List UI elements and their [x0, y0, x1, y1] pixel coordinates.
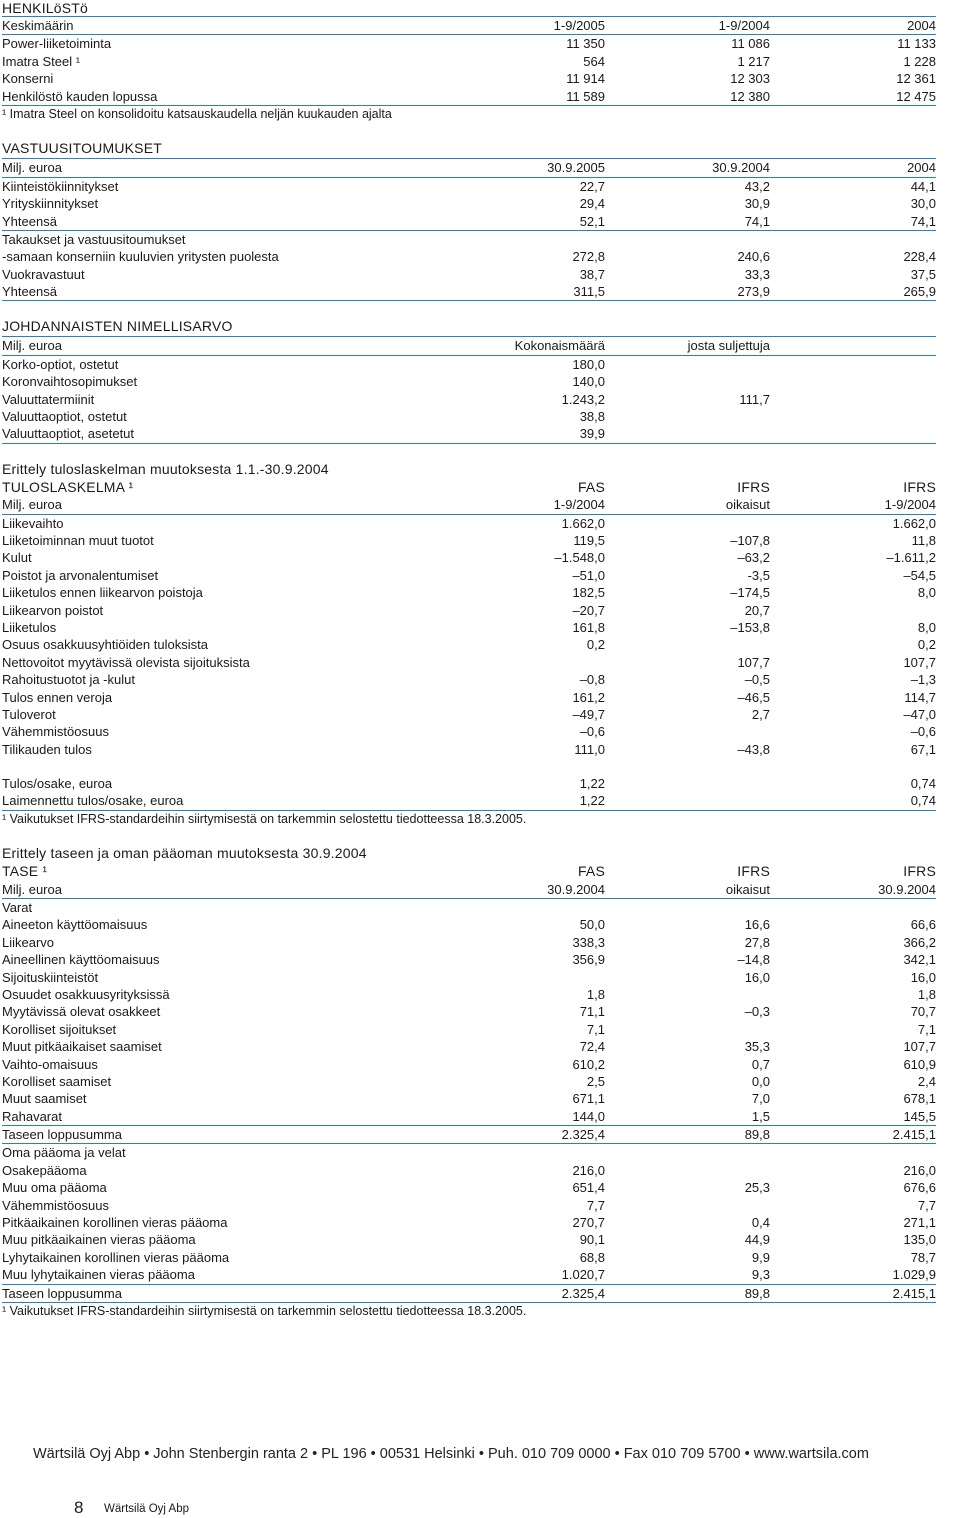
row-label: Muu pitkäaikainen vieras pääoma — [2, 1232, 196, 1248]
cell-value: 1-9/2004 — [553, 497, 605, 513]
cell-value: -3,5 — [747, 567, 770, 583]
cell-value: 7,0 — [751, 1091, 770, 1107]
row-label: Tilikauden tulos — [2, 741, 92, 757]
footnote: ¹ Vaikutukset IFRS-standardeihin siirtymisestä on tarkemmin selostettu tiedotteessa 18.3.2005. — [2, 1304, 527, 1318]
table-row — [2, 584, 936, 601]
page-label: Wärtsilä Oyj Abp — [104, 1503, 189, 1515]
cell-value: –0,3 — [744, 1004, 770, 1020]
table-header — [2, 496, 936, 514]
row-label: Nettovoitot myytävissä olevista sijoituksista — [2, 654, 250, 670]
table-row — [2, 671, 936, 688]
cell-value: 16,0 — [910, 969, 936, 985]
table-row — [2, 689, 936, 706]
row-label: Valuuttaoptiot, ostetut — [2, 409, 127, 425]
row-label: Osuus osakkuusyhtiöiden tuloksista — [2, 637, 208, 653]
row-label: Vähemmistöosuus — [2, 1197, 109, 1213]
cell-value: 144,0 — [572, 1108, 605, 1124]
row-label: Poistot ja arvonalentumiset — [2, 567, 159, 583]
cell-value: 1 217 — [737, 53, 770, 69]
group-label: Varat — [2, 900, 33, 916]
derivatives-table — [2, 336, 936, 443]
personnel-table — [2, 16, 936, 106]
cell-value: 33,3 — [744, 266, 770, 282]
table-row — [2, 391, 936, 408]
cell-value: 30.9.2004 — [547, 881, 605, 897]
cell-value: 1-9/2005 — [553, 18, 605, 33]
table-row — [2, 195, 936, 212]
table-row — [2, 213, 936, 231]
cell-value: 272,8 — [572, 249, 605, 265]
cell-value: –0,8 — [579, 672, 605, 688]
row-label: Myytävissä olevat osakkeet — [2, 1004, 161, 1020]
cell-value: 145,5 — [903, 1108, 936, 1124]
row-label: Rahoitustuotot ja -kulut — [2, 672, 135, 688]
cell-value: 20,7 — [744, 602, 770, 618]
cell-value: 39,9 — [579, 426, 605, 442]
cell-value: 74,1 — [744, 213, 770, 229]
row-label: TASE ¹ — [2, 863, 48, 880]
group-label: Oma pääoma ja velat — [2, 1145, 126, 1161]
cell-value: 9,3 — [751, 1267, 770, 1283]
cell-value: 1,8 — [586, 986, 605, 1002]
table-row — [2, 636, 936, 653]
row-label: Milj. euroa — [2, 497, 62, 513]
cell-value: –51,0 — [572, 567, 605, 583]
cell-value: –63,2 — [737, 550, 770, 566]
table-row — [2, 951, 936, 968]
cell-value: 111,7 — [739, 391, 770, 407]
cell-value: 119,5 — [573, 532, 605, 548]
cell-value: 38,8 — [579, 409, 605, 425]
cell-value: 216,0 — [572, 1162, 605, 1178]
cell-value: 22,7 — [579, 178, 605, 194]
row-label: Liiketoiminnan muut tuotot — [2, 532, 154, 548]
cell-value: 25,3 — [744, 1180, 770, 1196]
cell-value: 7,7 — [917, 1197, 936, 1213]
row-label: Milj. euroa — [2, 160, 62, 176]
eps-table — [2, 775, 936, 811]
cell-value: 78,7 — [910, 1249, 936, 1265]
commitments-table — [2, 158, 936, 301]
row-label: Aineellinen käyttöomaisuus — [2, 952, 160, 968]
cell-value: 0,74 — [910, 776, 936, 792]
cell-value: IFRS — [903, 478, 936, 495]
section-title: JOHDANNAISTEN NIMELLISARVO — [2, 318, 233, 335]
cell-value: 1 228 — [903, 53, 936, 69]
cell-value: 1,8 — [917, 986, 936, 1002]
table-row — [2, 1108, 936, 1126]
table-row — [2, 1179, 936, 1196]
row-label: Tulos ennen veroja — [2, 689, 113, 705]
row-label: Tulos/osake, euroa — [2, 776, 113, 792]
cell-value: 12 380 — [730, 88, 770, 104]
row-label: Valuuttatermiinit — [2, 391, 95, 407]
table-header — [2, 336, 936, 355]
row-label: Lyhytaikainen korollinen vieras pääoma — [2, 1249, 230, 1265]
row-label: Muu oma pääoma — [2, 1180, 107, 1196]
table-row — [2, 916, 936, 933]
row-label: Henkilöstö kauden lopussa — [2, 88, 158, 104]
cell-value: 71,1 — [579, 1004, 605, 1020]
cell-value: 0,0 — [751, 1073, 770, 1089]
cell-value: 30.9.2004 — [712, 160, 770, 176]
cell-value: 2,7 — [751, 706, 770, 722]
cell-value: 7,1 — [586, 1021, 605, 1037]
cell-value: 38,7 — [579, 266, 605, 282]
cell-value: 12 361 — [896, 71, 936, 87]
income-table — [2, 479, 936, 758]
section-intro: Erittely tuloslaskelman muutoksesta 1.1.-30.9.2004 — [2, 460, 329, 477]
cell-value: 678,1 — [903, 1091, 936, 1107]
table-row — [2, 532, 936, 549]
table-row — [2, 986, 936, 1003]
cell-value: 68,8 — [579, 1249, 605, 1265]
row-label: Koronvaihtosopimukset — [2, 374, 138, 390]
cell-value: 1.029,9 — [892, 1267, 936, 1283]
row-label: Kulut — [2, 550, 32, 566]
cell-value: –20,7 — [572, 602, 605, 618]
cell-value: 11 350 — [566, 36, 605, 52]
cell-value: 11 086 — [731, 36, 770, 52]
cell-value: 2004 — [907, 160, 936, 176]
cell-value: 2.325,4 — [561, 1285, 605, 1301]
cell-value: –43,8 — [737, 741, 770, 757]
row-label: Liikearvon poistot — [2, 602, 104, 618]
row-label: Muu lyhytaikainen vieras pääoma — [2, 1267, 195, 1283]
total-row — [2, 1126, 936, 1144]
cell-value: –1,3 — [910, 672, 936, 688]
cell-value: –1.611,2 — [886, 550, 936, 566]
row-label: Sijoituskiinteistöt — [2, 969, 99, 985]
cell-value: 50,0 — [579, 917, 605, 933]
cell-value: 180,0 — [572, 356, 605, 372]
cell-value: –49,7 — [572, 706, 605, 722]
cell-value: 0,74 — [910, 793, 936, 809]
cell-value: 273,9 — [737, 284, 770, 300]
table-row — [2, 53, 936, 70]
table-row — [2, 619, 936, 636]
balance-section — [2, 844, 936, 1320]
row-label: Korko-optiot, ostetut — [2, 356, 119, 372]
table-row — [2, 775, 936, 792]
cell-value: 0,7 — [751, 1056, 770, 1072]
cell-value: 9,9 — [751, 1249, 770, 1265]
table-row — [2, 356, 936, 373]
table-row — [2, 178, 936, 195]
cell-value: 1.243,2 — [561, 391, 605, 407]
row-label: Tuloverot — [2, 706, 56, 722]
table-row — [2, 602, 936, 619]
row-label: -samaan konserniin kuuluvien yritysten puolesta — [2, 249, 279, 265]
cell-value: IFRS — [737, 478, 770, 495]
table-row — [2, 1162, 936, 1179]
table-row — [2, 231, 936, 248]
table-row — [2, 408, 936, 425]
cell-value: 30.9.2005 — [547, 160, 605, 176]
cell-value: 228,4 — [903, 249, 936, 265]
income-section — [2, 460, 936, 828]
table-row — [2, 1003, 936, 1020]
table-row — [2, 1214, 936, 1231]
cell-value: 0,2 — [917, 637, 936, 653]
footnote: ¹ Vaikutukset IFRS-standardeihin siirtymisestä on tarkemmin selostettu tiedotteessa 18.3.2005. — [2, 811, 527, 826]
cell-value: 11 589 — [566, 88, 605, 104]
cell-value: 366,2 — [903, 934, 936, 950]
row-label: Liiketulos ennen liikearvon poistoja — [2, 585, 203, 601]
cell-value: 111,0 — [574, 741, 605, 757]
cell-value: 27,8 — [744, 934, 770, 950]
cell-value: –46,5 — [737, 689, 770, 705]
table-header — [2, 881, 936, 899]
table-row — [2, 1056, 936, 1073]
section-title: HENKILöSTö — [2, 0, 89, 16]
cell-value: –47,0 — [903, 706, 936, 722]
cell-value: 43,2 — [744, 178, 770, 194]
commitments-section — [2, 139, 936, 301]
table-row — [2, 1038, 936, 1055]
cell-value: 16,6 — [744, 917, 770, 933]
cell-value: 356,9 — [572, 952, 605, 968]
row-label: Imatra Steel ¹ — [2, 53, 81, 69]
cell-value: 651,4 — [572, 1180, 605, 1196]
cell-value: 271,1 — [903, 1215, 936, 1231]
cell-value: IFRS — [737, 863, 770, 880]
cell-value: 8,0 — [917, 619, 936, 635]
cell-value: –0,5 — [744, 672, 770, 688]
page-number: 8 — [74, 1498, 84, 1517]
cell-value: 1-9/2004 — [718, 18, 770, 33]
row-label: Takaukset ja vastuusitoumukset — [2, 231, 186, 247]
cell-value: 37,5 — [910, 266, 936, 282]
row-label: Milj. euroa — [2, 881, 62, 897]
table-row — [2, 515, 936, 532]
cell-value: 1-9/2004 — [884, 497, 936, 513]
cell-value: oikaisut — [725, 497, 770, 513]
cell-value: IFRS — [903, 863, 936, 880]
cell-value: 8,0 — [917, 585, 936, 601]
cell-value: 161,8 — [572, 619, 605, 635]
table-row — [2, 1021, 936, 1038]
cell-value: 30,0 — [910, 196, 936, 212]
cell-value: 671,1 — [572, 1091, 605, 1107]
cell-value: –0,6 — [579, 724, 605, 740]
cell-value: 1,5 — [751, 1108, 770, 1124]
cell-value: 240,6 — [737, 249, 770, 265]
row-label: Vähemmistöosuus — [2, 724, 109, 740]
cell-value: –54,5 — [903, 567, 936, 583]
row-label: Osakepääoma — [2, 1162, 87, 1178]
cell-value: 610,9 — [903, 1056, 936, 1072]
row-label: Muut pitkäaikaiset saamiset — [2, 1039, 162, 1055]
table-header — [2, 158, 936, 177]
row-label: Kiinteistökiinnitykset — [2, 178, 119, 194]
table-row — [2, 1073, 936, 1090]
cell-value: 2.415,1 — [892, 1127, 936, 1143]
cell-value: 107,7 — [903, 654, 936, 670]
section-intro: Erittely taseen ja oman pääoman muutoksesta 30.9.2004 — [2, 845, 367, 862]
cell-value: 1,22 — [579, 776, 605, 792]
cell-value: 72,4 — [579, 1039, 605, 1055]
table-row — [2, 70, 936, 87]
table-row — [2, 425, 936, 443]
cell-value: 114,7 — [904, 689, 936, 705]
cell-value: josta suljettuja — [687, 338, 770, 354]
cell-value: 610,2 — [572, 1056, 605, 1072]
cell-value: –153,8 — [730, 619, 770, 635]
cell-value: 2.415,1 — [892, 1285, 936, 1301]
cell-value: 0,4 — [751, 1215, 770, 1231]
cell-value: 44,1 — [910, 178, 936, 194]
table-row — [2, 549, 936, 566]
derivatives-section — [2, 317, 936, 443]
cell-value: FAS — [577, 478, 605, 495]
section-title: VASTUUSITOUMUKSET — [2, 140, 163, 157]
row-label: Yhteensä — [2, 284, 57, 300]
cell-value: 11,8 — [911, 532, 936, 548]
cell-value: 2,5 — [586, 1073, 605, 1089]
table-row — [2, 567, 936, 584]
cell-value: 70,7 — [910, 1004, 936, 1020]
row-label: Taseen loppusumma — [2, 1127, 122, 1143]
cell-value: 89,8 — [744, 1285, 770, 1301]
table-row — [2, 1266, 936, 1284]
cell-value: 216,0 — [903, 1162, 936, 1178]
cell-value: 11 914 — [566, 71, 605, 87]
cell-value: 74,1 — [910, 213, 936, 229]
cell-value: –14,8 — [737, 952, 770, 968]
cell-value: 66,6 — [910, 917, 936, 933]
row-label: Konserni — [2, 71, 54, 87]
cell-value: 2004 — [907, 18, 936, 33]
personnel-section — [2, 0, 936, 123]
cell-value: 2,4 — [917, 1073, 936, 1089]
row-label: Liiketulos — [2, 619, 57, 635]
table-row — [2, 373, 936, 390]
row-label: Yhteensä — [2, 213, 57, 229]
cell-value: 342,1 — [903, 952, 936, 968]
row-label: Taseen loppusumma — [2, 1285, 122, 1301]
cell-value: 12 475 — [896, 88, 936, 104]
row-label: Liikevaihto — [2, 515, 64, 531]
cell-value: Kokonaismäärä — [514, 338, 605, 354]
cell-value: –1.548,0 — [554, 550, 605, 566]
row-label: Yrityskiinnitykset — [2, 196, 99, 212]
table-header — [2, 863, 936, 880]
cell-value: 30,9 — [744, 196, 770, 212]
cell-value: FAS — [577, 863, 605, 880]
cell-value: 67,1 — [910, 741, 936, 757]
cell-value: 52,1 — [579, 213, 605, 229]
table-row — [2, 1197, 936, 1214]
cell-value: 1.662,0 — [892, 515, 936, 531]
row-label: Vaihto-omaisuus — [2, 1056, 98, 1072]
row-label: Vuokravastuut — [2, 266, 85, 282]
cell-value: –107,8 — [730, 532, 770, 548]
row-label: Milj. euroa — [2, 338, 62, 354]
row-label: Pitkäaikainen korollinen vieras pääoma — [2, 1215, 228, 1231]
row-label: Power-liiketoiminta — [2, 36, 112, 52]
row-label: Aineeton käyttöomaisuus — [2, 917, 148, 933]
cell-value: 1.020,7 — [561, 1267, 605, 1283]
footer-address: Wärtsilä Oyj Abp • John Stenbergin ranta 2 • PL 196 • 00531 Helsinki • Puh. 010 709 0000 • Fax 010 709 5700 • www.wartsila.com — [33, 1446, 869, 1462]
footnote: ¹ Imatra Steel on konsolidoitu katsauskaudella neljän kuukauden ajalta — [2, 106, 392, 121]
row-label: Korolliset saamiset — [2, 1073, 112, 1089]
cell-value: 30.9.2004 — [878, 881, 936, 897]
cell-value: –0,6 — [910, 724, 936, 740]
cell-value: 16,0 — [744, 969, 770, 985]
cell-value: 90,1 — [579, 1232, 605, 1248]
table-row — [2, 934, 936, 951]
table-row — [2, 969, 936, 986]
cell-value: 7,1 — [917, 1021, 936, 1037]
row-label: Korolliset sijoitukset — [2, 1021, 117, 1037]
cell-value: 12 303 — [730, 71, 770, 87]
row-label: Osuudet osakkuusyrityksissä — [2, 986, 170, 1002]
table-header — [2, 479, 936, 496]
row-label: Laimennettu tulos/osake, euroa — [2, 793, 184, 809]
cell-value: 676,6 — [903, 1180, 936, 1196]
cell-value: oikaisut — [725, 881, 770, 897]
table-header — [2, 16, 936, 35]
table-row — [2, 1231, 936, 1248]
table-row — [2, 248, 936, 265]
row-label: TULOSLASKELMA ¹ — [2, 478, 134, 495]
table-row — [2, 741, 936, 758]
row-label: Liikearvo — [2, 934, 55, 950]
cell-value: 311,5 — [573, 284, 605, 300]
cell-value: 29,4 — [579, 196, 605, 212]
table-row — [2, 88, 936, 106]
table-row — [2, 1090, 936, 1107]
cell-value: 1.662,0 — [561, 515, 605, 531]
table-row — [2, 283, 936, 301]
row-label: Rahavarat — [2, 1108, 62, 1124]
table-row — [2, 266, 936, 283]
row-label: Keskimäärin — [2, 18, 74, 33]
cell-value: 270,7 — [572, 1215, 605, 1231]
table-row — [2, 706, 936, 723]
cell-value: 89,8 — [744, 1127, 770, 1143]
total-row — [2, 1285, 936, 1303]
table-row — [2, 35, 936, 52]
cell-value: 11 133 — [897, 36, 936, 52]
cell-value: 564 — [583, 53, 605, 69]
cell-value: 107,7 — [903, 1039, 936, 1055]
cell-value: 107,7 — [737, 654, 770, 670]
cell-value: 1,22 — [579, 793, 605, 809]
cell-value: 161,2 — [572, 689, 605, 705]
cell-value: 44,9 — [744, 1232, 770, 1248]
table-row — [2, 1249, 936, 1266]
cell-value: 140,0 — [572, 374, 605, 390]
balance-table — [2, 863, 936, 1303]
cell-value: 338,3 — [572, 934, 605, 950]
row-label: Muut saamiset — [2, 1091, 87, 1107]
cell-value: 0,2 — [586, 637, 605, 653]
cell-value: 182,5 — [572, 585, 605, 601]
cell-value: 2.325,4 — [561, 1127, 605, 1143]
table-row — [2, 654, 936, 671]
row-label: Valuuttaoptiot, asetetut — [2, 426, 135, 442]
cell-value: –174,5 — [730, 585, 770, 601]
table-row — [2, 723, 936, 740]
cell-value: 265,9 — [903, 284, 936, 300]
table-row — [2, 792, 936, 810]
cell-value: 35,3 — [744, 1039, 770, 1055]
cell-value: 135,0 — [903, 1232, 936, 1248]
cell-value: 7,7 — [586, 1197, 605, 1213]
